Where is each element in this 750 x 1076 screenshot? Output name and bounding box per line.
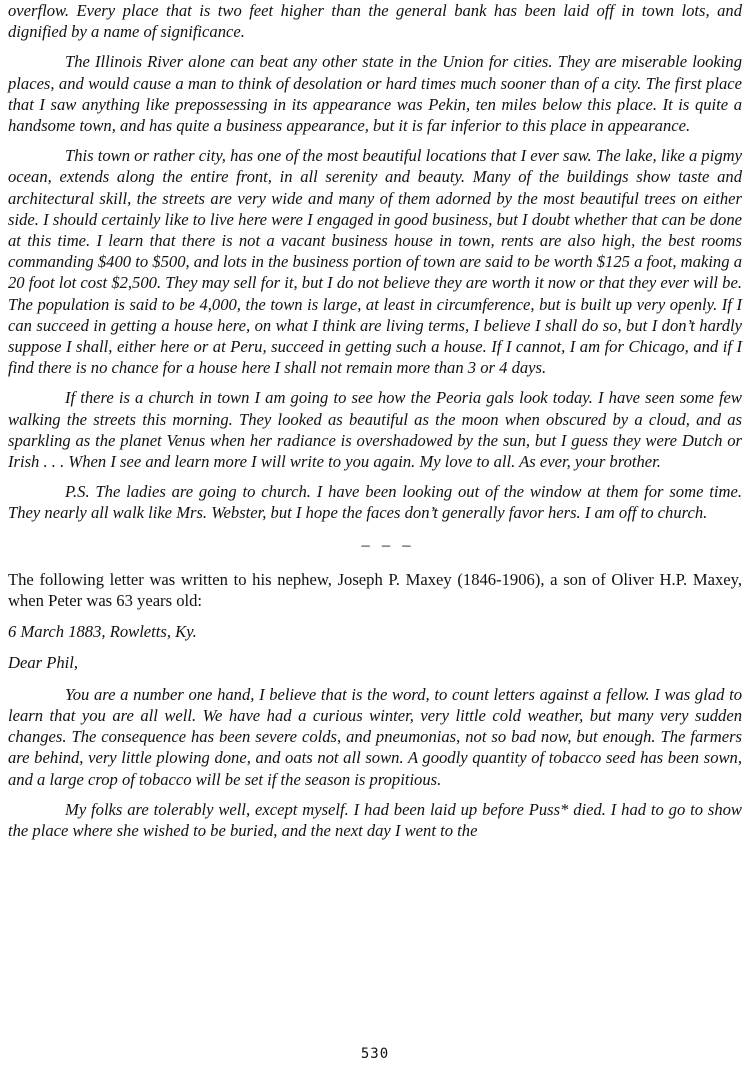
letter-paragraph-first: You are a number one hand, I believe that is the word, to count letters against a fellow. I was glad to learn that you are all well. We have had a curious winter, very little cold weather, but many very sudden changes. The consequence has been severe colds, and pneumonias, not so bad now, but enough. The farmers are behind, very little plowing done, and oats not all sown. A goodly quantity of tobacco seed has been sown, and a large crop of tobacco will be set if the season is propitious. (8, 684, 742, 789)
paragraph-town-location: This town or rather city, has one of the most beautiful locations that I ever saw. The lake, like a pigmy ocean, extends along the entire front, in all serenity and beauty. Many of the buildings show taste and architectural skill, the streets are very wide and many of them adorned by the most beautiful trees on either side. I should certainly like to live here were I engaged in good business, but I doubt whether that can be done at this time. I learn that there is not a vacant business house in town, rents are also high, the best rooms commanding $400 to $500, and lots in the business portion of town are said to be worth $125 a foot, making a 20 foot lot cost $2,500. They may sell for it, but I do not believe they are worth it now or that they ever will be. The population is said to be 4,000, the town is large, at least in circumference, but is built up very openly. If I can succeed in getting a house here, on what I think are living terms, I believe I shall do so, but I don’t hardly suppose I shall, either here or at Peru, succeed in getting such a house. If I cannot, I am for Chicago, and if I find there is no chance for a house here I shall not remain more than 3 or 4 days. (8, 146, 742, 378)
paragraph-illinois-river: The Illinois River alone can beat any other state in the Union for cities. They are miserable looking places, and would cause a man to think of desolation or hard times much sooner than of a city. The first place that I saw anything like prepossessing in its appearance was Pekin, ten miles below this place. It is quite a handsome town, and has quite a business appearance, but it is far inferior to this place in appearance. (8, 52, 742, 136)
letter-paragraph-second: My folks are tolerably well, except myself. I had been laid up before Puss* died. I had to go to show the place where she wished to be buried, and the next day I went to the (8, 799, 742, 840)
section-separator: – – – (361, 534, 415, 554)
paragraph-church: If there is a church in town I am going to see how the Peoria gals look today. I have seen some few walking the streets this morning. They looked as beautiful as the moon when obscured by a cloud, and as sparkling as the planet Venus when her radiance is overshadowed by the sun, but I guess they were Dutch or Irish . . . When I see and learn more I will write to you again. My love to all. As ever, your brother. (8, 388, 742, 472)
document-page (8, 0, 742, 841)
letter-dateline: 6 March 1883, Rowletts, Ky. (8, 622, 197, 642)
paragraph-postscript: P.S. The ladies are going to church. I have been looking out of the window at them for some time. They nearly all walk like Mrs. Webster, but I hope the faces don’t generally favor hers. I am off to church. (8, 482, 742, 523)
letter-salutation: Dear Phil, (8, 653, 79, 673)
paragraph-overflow: overflow. Every place that is two feet higher than the general bank has been laid off in town lots, and dignified by a name of significance. (8, 1, 742, 42)
page-number: 530 (360, 1046, 390, 1062)
intro-paragraph: The following letter was written to his nephew, Joseph P. Maxey (1846-1906), a son of Oliver H.P. Maxey, when Peter was 63 years old: (8, 569, 742, 611)
